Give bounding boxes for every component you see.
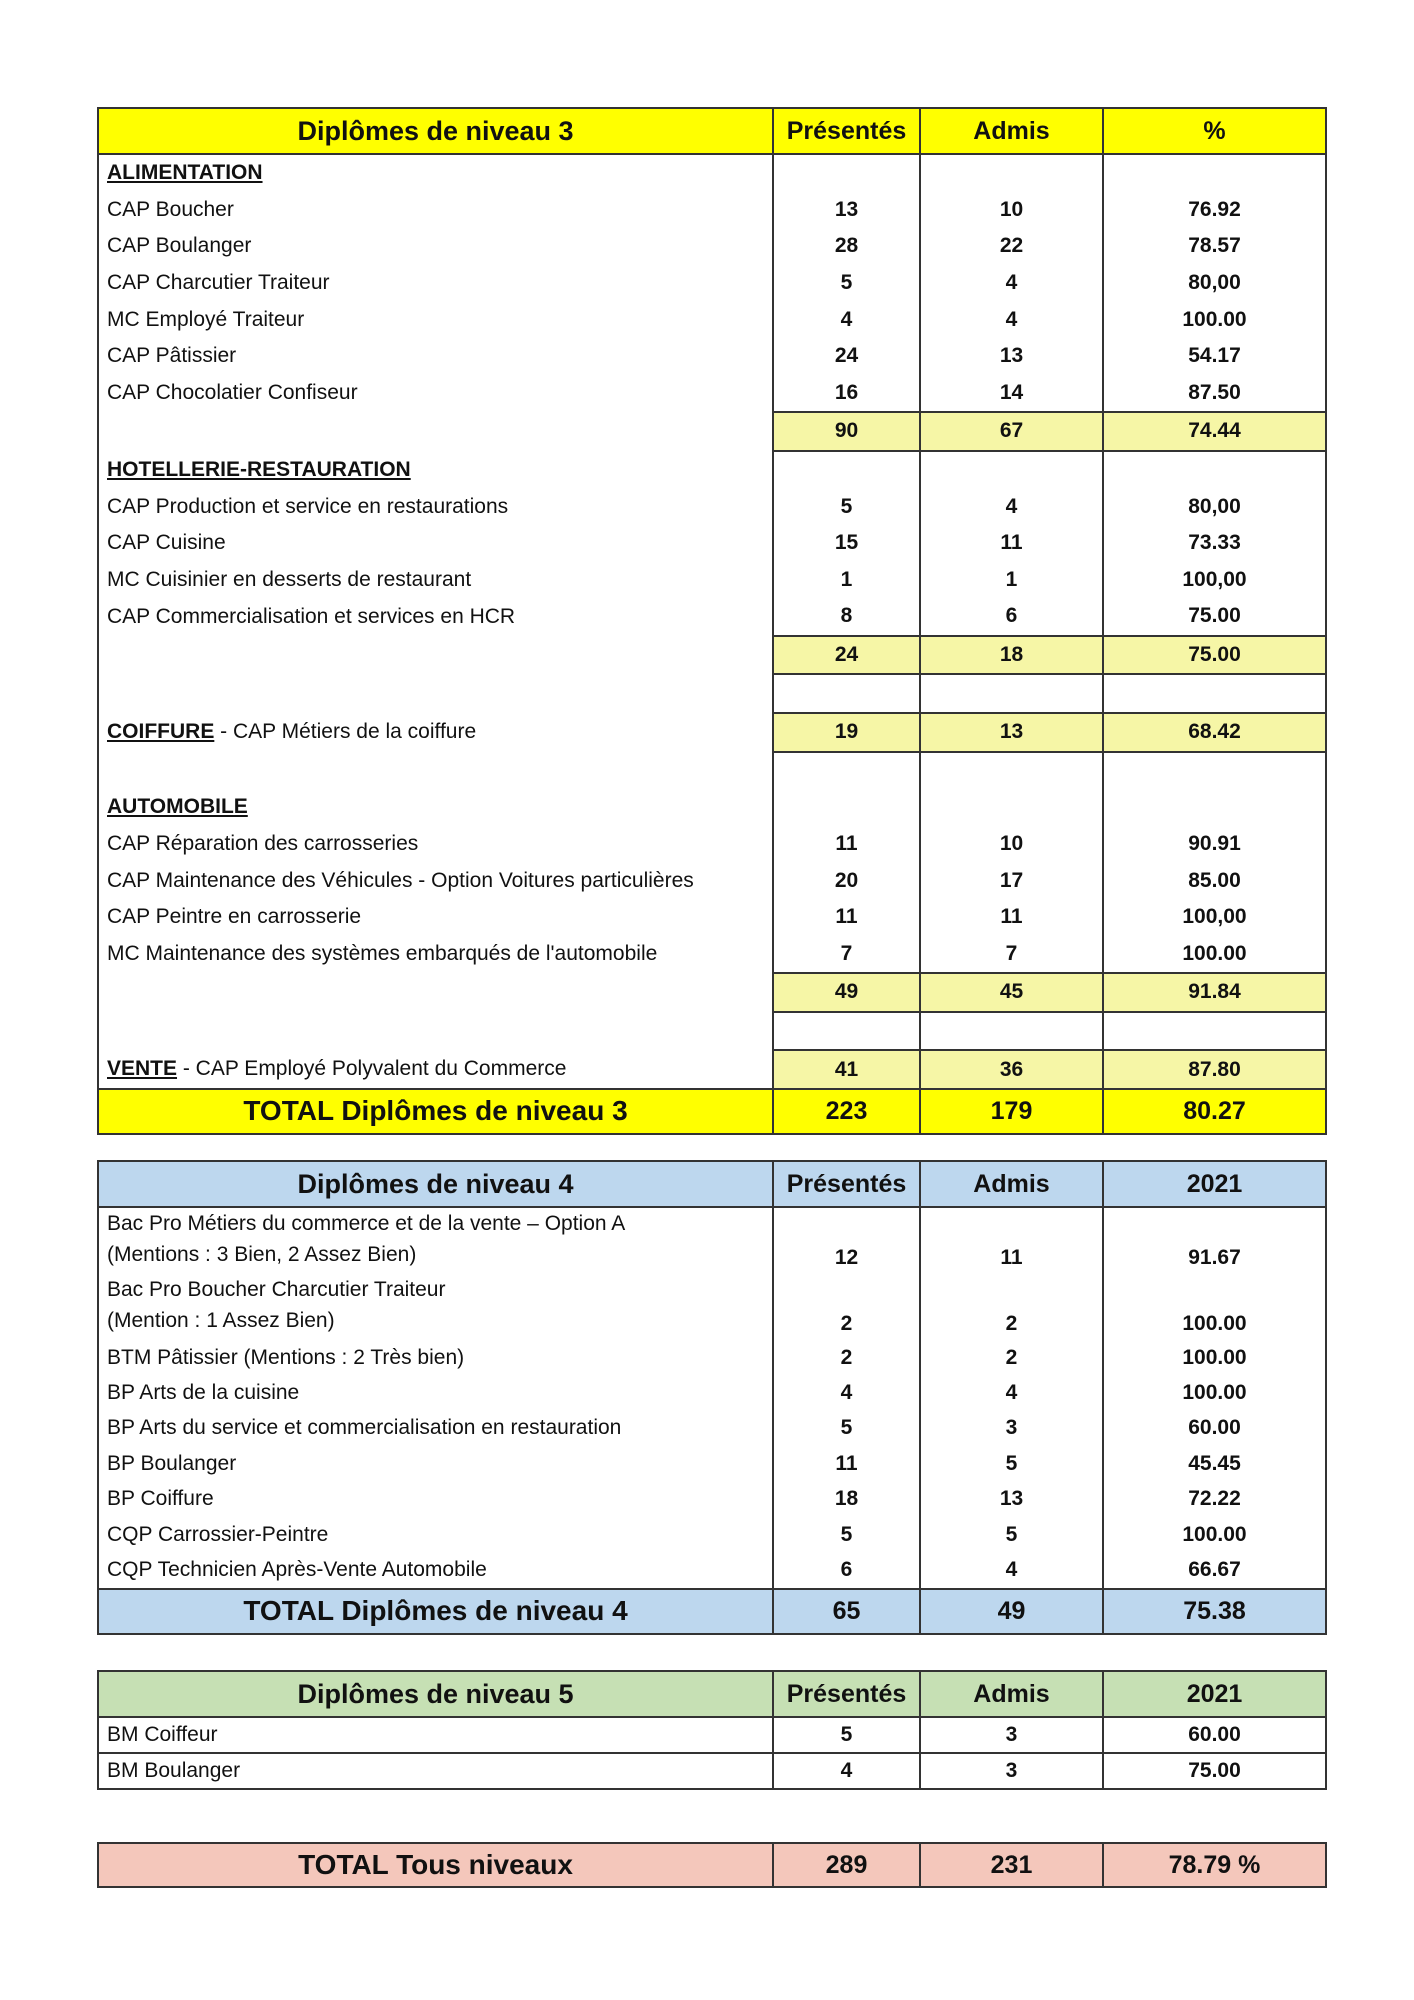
col-admis-header: Admis xyxy=(920,108,1103,154)
level3-total-row xyxy=(98,1089,1326,1134)
row-presentes: 18 xyxy=(773,1482,920,1517)
row-presentes: 15 xyxy=(773,525,920,562)
level3-title: Diplômes de niveau 3 xyxy=(98,108,773,154)
row-pct: 68.42 xyxy=(1103,713,1326,752)
subtotal-pct: 74.44 xyxy=(1103,412,1326,451)
coiffure-label: - CAP Métiers de la coiffure xyxy=(214,720,477,744)
category-row xyxy=(98,789,1326,826)
row-presentes: 5 xyxy=(773,1717,920,1753)
row-admis: 13 xyxy=(920,1482,1103,1517)
vente-label: - CAP Employé Polyvalent du Commerce xyxy=(177,1057,567,1081)
coiffure-row xyxy=(98,713,1326,752)
table-row xyxy=(98,525,1326,562)
grand-total-table xyxy=(97,1842,1327,1888)
table-row xyxy=(98,338,1326,375)
col-year-header: 2021 xyxy=(1103,1671,1326,1717)
row-presentes: 19 xyxy=(773,713,920,752)
row-pct: 100.00 xyxy=(1103,1340,1326,1375)
row-admis: 3 xyxy=(920,1717,1103,1753)
row-pct: 66.67 xyxy=(1103,1552,1326,1588)
subtotal-presentes: 90 xyxy=(773,412,920,451)
level5-title: Diplômes de niveau 5 xyxy=(98,1671,773,1717)
grand-total-row xyxy=(98,1843,1326,1887)
level3-total-presentes: 223 xyxy=(773,1089,920,1134)
row-pct: 60.00 xyxy=(1103,1717,1326,1753)
row-pct: 73.33 xyxy=(1103,525,1326,562)
row-pct: 87.80 xyxy=(1103,1050,1326,1089)
row-pct: 80,00 xyxy=(1103,488,1326,525)
row-label: CAP Pâtissier xyxy=(98,338,773,375)
row-pct: 72.22 xyxy=(1103,1482,1326,1517)
row-admis: 2 xyxy=(920,1274,1103,1340)
row-label-line1: Bac Pro Boucher Charcutier Traiteur xyxy=(107,1278,446,1301)
category-coiffure: COIFFURE xyxy=(107,720,215,744)
row-label: CAP Boulanger xyxy=(98,228,773,265)
row-label xyxy=(98,713,773,752)
row-presentes: 28 xyxy=(773,228,920,265)
row-presentes: 11 xyxy=(773,1446,920,1481)
row-admis: 10 xyxy=(920,826,1103,863)
table-row xyxy=(98,375,1326,413)
table-row xyxy=(98,1207,1326,1274)
row-admis: 7 xyxy=(920,935,1103,973)
subtotal-row xyxy=(98,412,1326,451)
row-label-line1: Bac Pro Métiers du commerce et de la vente – Option A xyxy=(107,1212,626,1235)
row-pct: 100.00 xyxy=(1103,301,1326,338)
row-label: BTM Pâtissier (Mentions : 2 Très bien) xyxy=(98,1340,773,1375)
row-label: BM Boulanger xyxy=(98,1753,773,1789)
row-presentes: 20 xyxy=(773,862,920,899)
row-presentes: 2 xyxy=(773,1274,920,1340)
table-row xyxy=(98,899,1326,936)
row-presentes: 5 xyxy=(773,1411,920,1446)
table-row xyxy=(98,1482,1326,1517)
row-label: BP Arts du service et commercialisation en restauration xyxy=(98,1411,773,1446)
row-pct: 100.00 xyxy=(1103,935,1326,973)
row-label: MC Maintenance des systèmes embarqués de l'automobile xyxy=(98,935,773,973)
row-presentes: 5 xyxy=(773,1517,920,1552)
row-label xyxy=(98,1207,773,1274)
category-automobile: AUTOMOBILE xyxy=(98,789,773,826)
table-row xyxy=(98,1375,1326,1410)
row-admis: 4 xyxy=(920,488,1103,525)
row-admis: 11 xyxy=(920,1207,1103,1274)
category-row xyxy=(98,154,1326,192)
table-row xyxy=(98,862,1326,899)
row-label: MC Employé Traiteur xyxy=(98,301,773,338)
table-row xyxy=(98,192,1326,229)
row-pct: 75.00 xyxy=(1103,598,1326,636)
row-label: CAP Production et service en restaurations xyxy=(98,488,773,525)
row-presentes: 11 xyxy=(773,826,920,863)
col-admis-header: Admis xyxy=(920,1161,1103,1207)
row-admis: 13 xyxy=(920,713,1103,752)
grand-total-admis: 231 xyxy=(920,1843,1103,1887)
row-presentes: 12 xyxy=(773,1207,920,1274)
table-row xyxy=(98,1517,1326,1552)
table-row xyxy=(98,1411,1326,1446)
row-admis: 3 xyxy=(920,1753,1103,1789)
subtotal-pct: 91.84 xyxy=(1103,973,1326,1012)
row-pct: 87.50 xyxy=(1103,375,1326,413)
row-presentes: 16 xyxy=(773,375,920,413)
subtotal-presentes: 49 xyxy=(773,973,920,1012)
table-row xyxy=(98,598,1326,636)
row-admis: 3 xyxy=(920,1411,1103,1446)
subtotal-row xyxy=(98,636,1326,675)
level4-total-label: TOTAL Diplômes de niveau 4 xyxy=(98,1589,773,1634)
row-admis: 11 xyxy=(920,899,1103,936)
row-admis: 36 xyxy=(920,1050,1103,1089)
row-label: BP Boulanger xyxy=(98,1446,773,1481)
row-admis: 1 xyxy=(920,562,1103,599)
row-presentes: 4 xyxy=(773,1375,920,1410)
spacer-row xyxy=(98,752,1326,790)
spacer-row xyxy=(98,674,1326,713)
table-row xyxy=(98,1552,1326,1588)
row-presentes: 24 xyxy=(773,338,920,375)
table-row xyxy=(98,562,1326,599)
level3-total-label: TOTAL Diplômes de niveau 3 xyxy=(98,1089,773,1134)
col-year-header: 2021 xyxy=(1103,1161,1326,1207)
row-admis: 6 xyxy=(920,598,1103,636)
col-presentes-header: Présentés xyxy=(773,1161,920,1207)
row-presentes: 8 xyxy=(773,598,920,636)
row-label: CAP Maintenance des Véhicules - Option Voitures particulières xyxy=(98,862,773,899)
row-label: CAP Chocolatier Confiseur xyxy=(98,375,773,413)
level4-header-row xyxy=(98,1161,1326,1207)
row-label: CAP Peintre en carrosserie xyxy=(98,899,773,936)
table-row xyxy=(98,1753,1326,1789)
level4-total-presentes: 65 xyxy=(773,1589,920,1634)
row-admis: 11 xyxy=(920,525,1103,562)
row-pct: 80,00 xyxy=(1103,265,1326,302)
row-admis: 4 xyxy=(920,1552,1103,1588)
subtotal-presentes: 24 xyxy=(773,636,920,675)
level3-table xyxy=(97,107,1327,1135)
row-pct: 91.67 xyxy=(1103,1207,1326,1274)
row-label-line2: (Mentions : 3 Bien, 2 Assez Bien) xyxy=(107,1243,417,1266)
row-admis: 22 xyxy=(920,228,1103,265)
table-row xyxy=(98,265,1326,302)
row-admis: 5 xyxy=(920,1517,1103,1552)
level4-total-pct: 75.38 xyxy=(1103,1589,1326,1634)
table-row xyxy=(98,1446,1326,1481)
subtotal-admis: 67 xyxy=(920,412,1103,451)
row-pct: 75.00 xyxy=(1103,1753,1326,1789)
row-presentes: 4 xyxy=(773,1753,920,1789)
row-presentes: 5 xyxy=(773,488,920,525)
col-admis-header: Admis xyxy=(920,1671,1103,1717)
row-presentes: 6 xyxy=(773,1552,920,1588)
row-label: CQP Carrossier-Peintre xyxy=(98,1517,773,1552)
col-presentes-header: Présentés xyxy=(773,1671,920,1717)
subtotal-row xyxy=(98,973,1326,1012)
row-pct: 76.92 xyxy=(1103,192,1326,229)
grand-total-label: TOTAL Tous niveaux xyxy=(98,1843,773,1887)
grand-total-presentes: 289 xyxy=(773,1843,920,1887)
col-pct-header: % xyxy=(1103,108,1326,154)
table-row xyxy=(98,228,1326,265)
row-presentes: 11 xyxy=(773,899,920,936)
row-pct: 100.00 xyxy=(1103,1517,1326,1552)
level5-header-row xyxy=(98,1671,1326,1717)
row-pct: 60.00 xyxy=(1103,1411,1326,1446)
col-presentes-header: Présentés xyxy=(773,108,920,154)
row-pct: 45.45 xyxy=(1103,1446,1326,1481)
row-label-line2: (Mention : 1 Assez Bien) xyxy=(107,1309,335,1332)
vente-row xyxy=(98,1050,1326,1089)
row-label: BP Arts de la cuisine xyxy=(98,1375,773,1410)
row-admis: 4 xyxy=(920,301,1103,338)
level3-total-pct: 80.27 xyxy=(1103,1089,1326,1134)
row-presentes: 2 xyxy=(773,1340,920,1375)
subtotal-admis: 18 xyxy=(920,636,1103,675)
category-vente: VENTE xyxy=(107,1057,178,1081)
category-alimentation: ALIMENTATION xyxy=(98,154,773,192)
row-admis: 4 xyxy=(920,265,1103,302)
level5-table xyxy=(97,1670,1327,1790)
row-pct: 78.57 xyxy=(1103,228,1326,265)
row-presentes: 1 xyxy=(773,562,920,599)
row-label: BM Coiffeur xyxy=(98,1717,773,1753)
level4-table xyxy=(97,1160,1327,1635)
row-admis: 2 xyxy=(920,1340,1103,1375)
table-row xyxy=(98,488,1326,525)
row-admis: 17 xyxy=(920,862,1103,899)
row-label: CAP Commercialisation et services en HCR xyxy=(98,598,773,636)
row-label: BP Coiffure xyxy=(98,1482,773,1517)
category-row xyxy=(98,451,1326,489)
row-label: CQP Technicien Après-Vente Automobile xyxy=(98,1552,773,1588)
row-presentes: 7 xyxy=(773,935,920,973)
row-presentes: 5 xyxy=(773,265,920,302)
row-pct: 54.17 xyxy=(1103,338,1326,375)
row-label: CAP Réparation des carrosseries xyxy=(98,826,773,863)
row-pct: 85.00 xyxy=(1103,862,1326,899)
row-admis: 14 xyxy=(920,375,1103,413)
row-admis: 10 xyxy=(920,192,1103,229)
row-label: CAP Cuisine xyxy=(98,525,773,562)
row-label xyxy=(98,1050,773,1089)
row-admis: 4 xyxy=(920,1375,1103,1410)
level4-total-admis: 49 xyxy=(920,1589,1103,1634)
subtotal-admis: 45 xyxy=(920,973,1103,1012)
row-presentes: 41 xyxy=(773,1050,920,1089)
table-row xyxy=(98,1717,1326,1753)
row-pct: 100,00 xyxy=(1103,562,1326,599)
row-pct: 100,00 xyxy=(1103,899,1326,936)
row-pct: 100.00 xyxy=(1103,1375,1326,1410)
table-row xyxy=(98,1274,1326,1340)
row-presentes: 13 xyxy=(773,192,920,229)
grand-total-pct: 78.79 % xyxy=(1103,1843,1326,1887)
row-admis: 13 xyxy=(920,338,1103,375)
row-label: CAP Boucher xyxy=(98,192,773,229)
level3-header-row xyxy=(98,108,1326,154)
row-admis: 5 xyxy=(920,1446,1103,1481)
row-pct: 100.00 xyxy=(1103,1274,1326,1340)
table-row xyxy=(98,826,1326,863)
subtotal-pct: 75.00 xyxy=(1103,636,1326,675)
table-row xyxy=(98,1340,1326,1375)
row-label: MC Cuisinier en desserts de restaurant xyxy=(98,562,773,599)
spacer-row xyxy=(98,1012,1326,1051)
row-presentes: 4 xyxy=(773,301,920,338)
level4-title: Diplômes de niveau 4 xyxy=(98,1161,773,1207)
level3-total-admis: 179 xyxy=(920,1089,1103,1134)
row-pct: 90.91 xyxy=(1103,826,1326,863)
table-row xyxy=(98,935,1326,973)
level4-total-row xyxy=(98,1589,1326,1634)
row-label: CAP Charcutier Traiteur xyxy=(98,265,773,302)
table-row xyxy=(98,301,1326,338)
category-hotellerie: HOTELLERIE-RESTAURATION xyxy=(98,451,773,489)
row-label xyxy=(98,1274,773,1340)
